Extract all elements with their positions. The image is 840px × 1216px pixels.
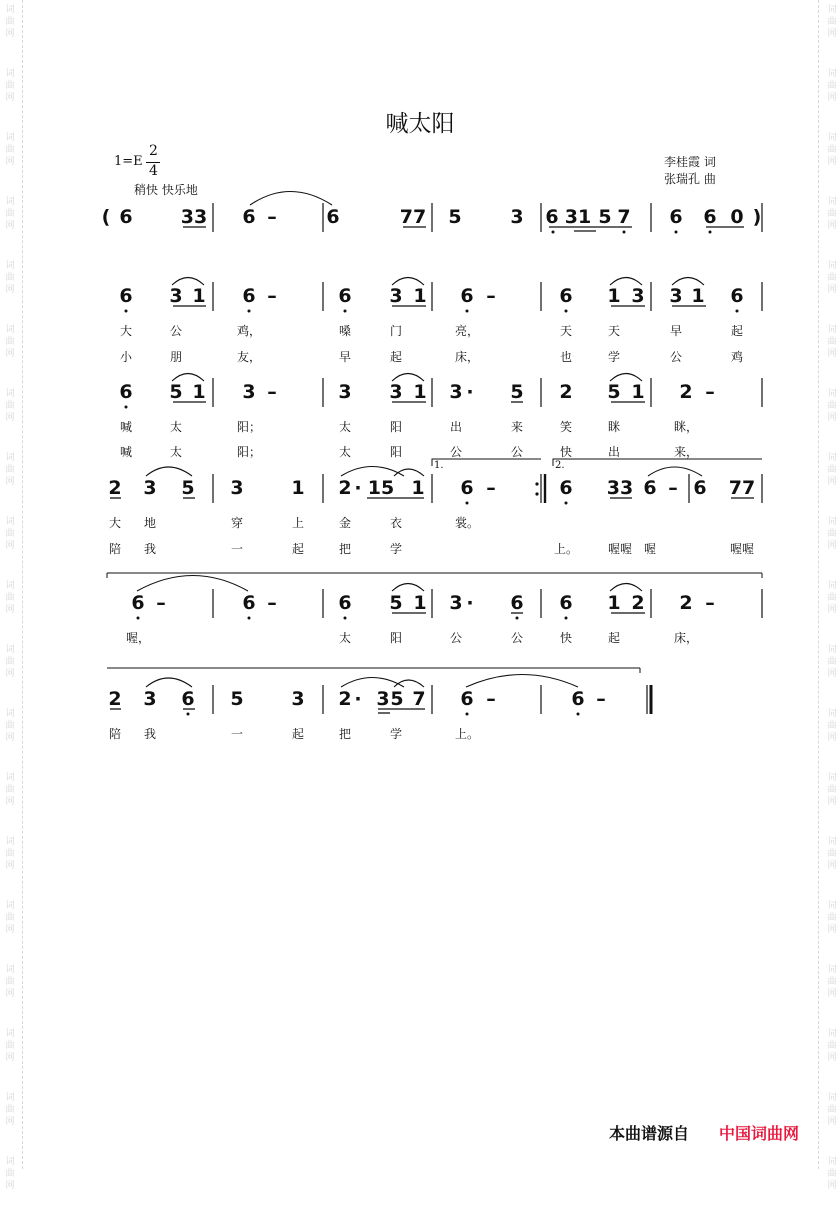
watermark-char: 网 xyxy=(827,989,837,999)
note-0-0: ( xyxy=(101,206,111,228)
watermark-char: 曲 xyxy=(5,401,15,411)
watermark-char: 曲 xyxy=(5,721,15,731)
watermark-char: 词 xyxy=(827,645,837,655)
note-1-15: 6 xyxy=(730,285,744,307)
lyric-6-6: 起 xyxy=(607,631,621,645)
watermark-char: 词 xyxy=(827,453,837,463)
footer-source-label: 本曲谱源自 xyxy=(609,1124,690,1143)
watermark-char: 网 xyxy=(5,285,15,295)
watermark-char: 网 xyxy=(5,93,15,103)
watermark-char: 网 xyxy=(5,413,15,423)
lyric-4-0: 大 xyxy=(108,516,122,530)
watermark-char: 词 xyxy=(5,5,15,15)
lyric-3-9: 来， xyxy=(673,445,699,459)
watermark-char: 词 xyxy=(5,965,15,975)
watermark-char: 词 xyxy=(827,1029,837,1039)
watermark-char: 网 xyxy=(827,413,837,423)
tempo-marking: 稍快 快乐地 xyxy=(134,183,198,197)
watermark-char: 词 xyxy=(5,389,15,399)
note-1-2: 1 xyxy=(192,285,206,307)
lyric-1-2: 友， xyxy=(236,350,262,364)
watermark-char: 词 xyxy=(827,1157,837,1167)
watermark-char: 曲 xyxy=(827,337,837,347)
note-0-11: 5 xyxy=(598,206,612,228)
lyric-6-1: 太 xyxy=(338,631,352,645)
watermark-char: 网 xyxy=(827,797,837,807)
lyric-3-3: 太 xyxy=(338,445,352,459)
watermark-char: 网 xyxy=(827,477,837,487)
note-1-9: – xyxy=(486,285,496,307)
lyric-0-3: 嗓 xyxy=(338,324,352,338)
watermark-char: 网 xyxy=(827,861,837,871)
watermark-char: 曲 xyxy=(5,273,15,283)
watermark-char: 曲 xyxy=(827,913,837,923)
watermark-char: 网 xyxy=(5,733,15,743)
lyric-5-1: 我 xyxy=(143,542,157,556)
watermark-char: 曲 xyxy=(827,17,837,27)
note-2-6: 3 xyxy=(389,381,403,403)
lyric-6-4: 公 xyxy=(510,631,524,645)
note-4-10: 6 xyxy=(559,592,573,614)
lyric-0-5: 亮， xyxy=(454,324,480,338)
lyric-5-7: 喔喔 xyxy=(607,542,633,556)
watermark-char: 曲 xyxy=(827,81,837,91)
note-0-5: 6 xyxy=(326,206,340,228)
note-5-3: 5 xyxy=(230,688,244,710)
watermark-char: 网 xyxy=(827,1181,837,1191)
lyric-3-8: 出 xyxy=(607,445,621,459)
watermark-char: 曲 xyxy=(827,1105,837,1115)
watermark-char: 曲 xyxy=(827,465,837,475)
watermark-char: 网 xyxy=(5,157,15,167)
watermark-char: 词 xyxy=(5,261,15,271)
lyric-1-5: 床， xyxy=(454,350,480,364)
note-4-1: – xyxy=(156,592,166,614)
note-5-1: 3 xyxy=(143,688,157,710)
note-3-12: 33 xyxy=(606,477,634,499)
watermark-char: 曲 xyxy=(827,273,837,283)
watermark-char: 词 xyxy=(5,133,15,143)
watermark-char: 曲 xyxy=(5,209,15,219)
watermark-char: 词 xyxy=(5,837,15,847)
note-2-5: 3 xyxy=(338,381,352,403)
note-4-8: · xyxy=(466,592,474,614)
watermark-char: 网 xyxy=(827,733,837,743)
watermark-char: 词 xyxy=(827,965,837,975)
lyric-5-2: 一 xyxy=(230,542,244,556)
watermark-char: 词 xyxy=(5,197,15,207)
watermark-char: 词 xyxy=(5,645,15,655)
note-0-6: 77 xyxy=(399,206,427,228)
lyric-1-7: 学 xyxy=(607,350,621,364)
lyric-1-6: 也 xyxy=(559,350,573,364)
note-1-12: 3 xyxy=(631,285,645,307)
note-3-1: 3 xyxy=(143,477,157,499)
watermark-char: 网 xyxy=(827,221,837,231)
lyric-0-8: 早 xyxy=(669,324,683,338)
watermark-char: 曲 xyxy=(5,849,15,859)
watermark-char: 曲 xyxy=(827,721,837,731)
watermark-char: 词 xyxy=(5,453,15,463)
note-0-10: 31 xyxy=(564,206,592,228)
watermark-char: 词 xyxy=(827,837,837,847)
lyric-7-1: 我 xyxy=(143,727,157,741)
lyric-1-1: 朋 xyxy=(169,350,183,364)
note-0-1: 6 xyxy=(119,206,133,228)
lyric-6-0: 喔， xyxy=(125,631,151,645)
note-2-12: 5 xyxy=(607,381,621,403)
lyricist-credit: 李桂霞 词 xyxy=(664,155,716,169)
lyric-7-5: 学 xyxy=(389,727,403,741)
watermark-char: 网 xyxy=(827,29,837,39)
note-4-0: 6 xyxy=(131,592,145,614)
note-3-2: 5 xyxy=(181,477,195,499)
note-1-1: 3 xyxy=(169,285,183,307)
watermark-char: 词 xyxy=(5,709,15,719)
lyric-7-3: 起 xyxy=(291,727,305,741)
lyric-4-3: 上 xyxy=(291,516,305,530)
watermark-char: 曲 xyxy=(5,145,15,155)
note-3-8: 1 xyxy=(411,477,425,499)
watermark-char: 曲 xyxy=(827,849,837,859)
lyric-3-1: 太 xyxy=(169,445,183,459)
lyric-4-6: 裳。 xyxy=(454,516,480,530)
watermark-char: 曲 xyxy=(827,593,837,603)
note-5-7: 3 xyxy=(376,688,390,710)
watermark-char: 网 xyxy=(827,541,837,551)
watermark-char: 曲 xyxy=(827,977,837,987)
lyric-2-5: 出 xyxy=(449,420,463,434)
watermark-char: 曲 xyxy=(5,657,15,667)
note-1-7: 1 xyxy=(413,285,427,307)
note-4-6: 1 xyxy=(413,592,427,614)
watermark-char: 网 xyxy=(5,1181,15,1191)
note-3-9: 6 xyxy=(460,477,474,499)
watermark-char: 网 xyxy=(5,797,15,807)
note-2-7: 1 xyxy=(413,381,427,403)
lyric-2-8: 眯 xyxy=(607,420,621,434)
lyric-5-9: 喔喔 xyxy=(729,542,755,556)
watermark-char: 网 xyxy=(5,349,15,359)
watermark-char: 网 xyxy=(5,605,15,615)
watermark-char: 词 xyxy=(827,709,837,719)
watermark-char: 曲 xyxy=(5,913,15,923)
watermark-char: 词 xyxy=(827,197,837,207)
composer-credit: 张瑞孔 曲 xyxy=(664,172,716,186)
note-0-12: 7 xyxy=(617,206,631,228)
song-title: 喊太阳 xyxy=(385,111,455,137)
watermark-char: 词 xyxy=(827,1093,837,1103)
lyric-1-0: 小 xyxy=(119,350,133,364)
watermark-char: 曲 xyxy=(5,1169,15,1179)
watermark-char: 曲 xyxy=(827,1041,837,1051)
note-5-4: 3 xyxy=(291,688,305,710)
note-4-7: 3 xyxy=(449,592,463,614)
watermark-char: 词 xyxy=(827,517,837,527)
note-1-3: 6 xyxy=(242,285,256,307)
note-5-2: 6 xyxy=(181,688,195,710)
lyric-1-3: 早 xyxy=(338,350,352,364)
note-0-16: ) xyxy=(752,206,762,228)
lyric-4-5: 衣 xyxy=(389,516,403,530)
lyric-1-8: 公 xyxy=(669,350,683,364)
lyric-5-3: 起 xyxy=(291,542,305,556)
lyric-5-6: 上。 xyxy=(553,542,579,556)
lyric-1-9: 鸡 xyxy=(730,350,744,364)
note-3-10: – xyxy=(486,477,496,499)
lyric-0-7: 天 xyxy=(607,324,621,338)
lyric-4-2: 穿 xyxy=(230,516,244,530)
watermark-char: 词 xyxy=(827,261,837,271)
watermark-char: 词 xyxy=(5,1157,15,1167)
watermark-char: 网 xyxy=(5,221,15,231)
note-4-9: 6 xyxy=(510,592,524,614)
lyric-2-0: 喊 xyxy=(119,420,133,434)
watermark-char: 曲 xyxy=(5,81,15,91)
watermark-char: 曲 xyxy=(5,1041,15,1051)
watermark-char: 词 xyxy=(827,389,837,399)
lyric-3-0: 喊 xyxy=(119,445,133,459)
footer-site-name[interactable]: 中国词曲网 xyxy=(719,1124,800,1143)
lyric-6-3: 公 xyxy=(449,631,463,645)
lyric-5-5: 学 xyxy=(389,542,403,556)
watermark-char: 网 xyxy=(827,669,837,679)
note-5-6: · xyxy=(354,688,362,710)
note-1-5: 6 xyxy=(338,285,352,307)
watermark-char: 词 xyxy=(5,325,15,335)
watermark-char: 曲 xyxy=(827,209,837,219)
note-0-13: 6 xyxy=(669,206,683,228)
note-1-13: 3 xyxy=(669,285,683,307)
watermark-char: 网 xyxy=(5,1117,15,1127)
note-3-4: 1 xyxy=(291,477,305,499)
lyric-2-2: 阳； xyxy=(236,420,262,434)
note-0-3: 6 xyxy=(242,206,256,228)
watermark-char: 词 xyxy=(5,69,15,79)
watermark-char: 曲 xyxy=(827,529,837,539)
watermark-char: 网 xyxy=(5,29,15,39)
watermark-char: 网 xyxy=(827,1053,837,1063)
lyric-1-4: 起 xyxy=(389,350,403,364)
note-3-11: 6 xyxy=(559,477,573,499)
note-3-16: 77 xyxy=(728,477,756,499)
lyric-4-4: 金 xyxy=(338,516,352,530)
lyric-5-4: 把 xyxy=(338,542,352,556)
note-0-2: 33 xyxy=(180,206,208,228)
note-0-4: – xyxy=(267,206,277,228)
note-5-0: 2 xyxy=(108,688,122,710)
lyric-6-2: 阳 xyxy=(389,631,403,645)
note-3-15: 6 xyxy=(693,477,707,499)
lyric-3-4: 阳 xyxy=(389,445,403,459)
watermark-char: 词 xyxy=(5,1093,15,1103)
note-4-4: 6 xyxy=(338,592,352,614)
time-signature-bottom: 4 xyxy=(149,163,158,179)
note-5-5: 2 xyxy=(338,688,352,710)
note-4-3: – xyxy=(267,592,277,614)
watermark-char: 曲 xyxy=(827,785,837,795)
lyric-6-5: 快 xyxy=(559,631,573,645)
lyric-3-7: 快 xyxy=(559,445,573,459)
note-1-10: 6 xyxy=(559,285,573,307)
lyric-7-2: 一 xyxy=(230,727,244,741)
lyric-7-6: 上。 xyxy=(454,727,480,741)
watermark-char: 曲 xyxy=(5,593,15,603)
watermark-char: 网 xyxy=(827,1117,837,1127)
watermark-char: 曲 xyxy=(827,1169,837,1179)
note-5-13: – xyxy=(596,688,606,710)
note-2-15: – xyxy=(705,381,715,403)
volta-second-label: 2. xyxy=(555,460,565,471)
note-4-2: 6 xyxy=(242,592,256,614)
note-2-1: 5 xyxy=(169,381,183,403)
watermark-char: 曲 xyxy=(827,657,837,667)
note-4-11: 1 xyxy=(607,592,621,614)
note-3-0: 2 xyxy=(108,477,122,499)
note-2-0: 6 xyxy=(119,381,133,403)
note-3-5: 2 xyxy=(338,477,352,499)
watermark-char: 网 xyxy=(5,541,15,551)
lyric-0-0: 大 xyxy=(119,324,133,338)
watermark-char: 曲 xyxy=(5,529,15,539)
note-1-4: – xyxy=(267,285,277,307)
lyric-2-7: 笑 xyxy=(559,420,573,434)
note-3-3: 3 xyxy=(230,477,244,499)
watermark-char: 网 xyxy=(5,477,15,487)
watermark-char: 词 xyxy=(5,773,15,783)
watermark-char: 词 xyxy=(5,517,15,527)
lyric-2-9: 眯， xyxy=(673,420,699,434)
note-2-3: 3 xyxy=(242,381,256,403)
watermark-char: 曲 xyxy=(5,785,15,795)
watermark-char: 网 xyxy=(827,285,837,295)
watermark-char: 网 xyxy=(5,1053,15,1063)
note-2-14: 2 xyxy=(679,381,693,403)
note-5-12: 6 xyxy=(571,688,585,710)
note-2-11: 2 xyxy=(559,381,573,403)
watermark-char: 词 xyxy=(827,581,837,591)
note-2-2: 1 xyxy=(192,381,206,403)
watermark-char: 网 xyxy=(5,925,15,935)
note-0-15: 0 xyxy=(730,206,744,228)
note-3-7: 15 xyxy=(367,477,395,499)
watermark-char: 网 xyxy=(827,925,837,935)
note-0-14: 6 xyxy=(703,206,717,228)
watermark-char: 曲 xyxy=(5,977,15,987)
lyric-0-6: 天 xyxy=(559,324,573,338)
watermark-char: 网 xyxy=(5,669,15,679)
lyric-3-5: 公 xyxy=(449,445,463,459)
lyric-2-6: 来 xyxy=(510,420,524,434)
watermark-char: 词 xyxy=(827,773,837,783)
watermark-char: 曲 xyxy=(5,465,15,475)
lyric-4-1: 地 xyxy=(143,516,157,530)
watermark-char: 词 xyxy=(827,133,837,143)
note-2-8: 3 xyxy=(449,381,463,403)
lyric-3-2: 阳； xyxy=(236,445,262,459)
lyric-0-4: 门 xyxy=(389,324,403,338)
lyric-0-2: 鸡， xyxy=(236,324,262,338)
note-2-13: 1 xyxy=(631,381,645,403)
watermark-char: 词 xyxy=(827,5,837,15)
note-1-14: 1 xyxy=(691,285,705,307)
lyric-2-3: 太 xyxy=(338,420,352,434)
watermark-char: 词 xyxy=(5,1029,15,1039)
note-4-5: 5 xyxy=(389,592,403,614)
watermark-char: 网 xyxy=(5,861,15,871)
lyric-5-0: 陪 xyxy=(108,542,122,556)
note-3-6: · xyxy=(354,477,362,499)
key-signature: 1=E xyxy=(114,154,143,169)
lyric-7-0: 陪 xyxy=(108,727,122,741)
lyric-7-4: 把 xyxy=(338,727,352,741)
lyric-3-6: 公 xyxy=(510,445,524,459)
note-3-14: – xyxy=(668,477,678,499)
watermark-char: 词 xyxy=(5,581,15,591)
note-4-13: 2 xyxy=(679,592,693,614)
watermark-char: 网 xyxy=(827,349,837,359)
note-0-8: 3 xyxy=(510,206,524,228)
watermark-char: 词 xyxy=(827,901,837,911)
note-5-9: 7 xyxy=(412,688,426,710)
lyric-2-4: 阳 xyxy=(389,420,403,434)
note-3-13: 6 xyxy=(643,477,657,499)
lyric-2-1: 太 xyxy=(169,420,183,434)
watermark-char: 曲 xyxy=(827,145,837,155)
volta-first-label: 1. xyxy=(434,460,444,471)
watermark-char: 网 xyxy=(5,989,15,999)
time-signature-top: 2 xyxy=(149,143,158,159)
note-1-8: 6 xyxy=(460,285,474,307)
watermark-char: 曲 xyxy=(5,1105,15,1115)
watermark-char: 词 xyxy=(827,69,837,79)
note-1-0: 6 xyxy=(119,285,133,307)
lyric-5-8: 喔 xyxy=(643,542,657,556)
note-0-7: 5 xyxy=(448,206,462,228)
watermark-char: 曲 xyxy=(827,401,837,411)
lyric-0-9: 起 xyxy=(730,324,744,338)
lyric-6-7: 床， xyxy=(673,631,699,645)
note-5-8: 5 xyxy=(390,688,404,710)
note-5-10: 6 xyxy=(460,688,474,710)
note-4-12: 2 xyxy=(631,592,645,614)
watermark-char: 网 xyxy=(827,93,837,103)
watermark-char: 曲 xyxy=(5,337,15,347)
note-1-11: 1 xyxy=(607,285,621,307)
watermark-char: 网 xyxy=(827,605,837,615)
lyric-0-1: 公 xyxy=(169,324,183,338)
note-2-4: – xyxy=(267,381,277,403)
note-2-10: 5 xyxy=(510,381,524,403)
watermark-char: 网 xyxy=(827,157,837,167)
watermark-char: 曲 xyxy=(5,17,15,27)
note-5-11: – xyxy=(486,688,496,710)
note-2-9: · xyxy=(466,381,474,403)
watermark-char: 词 xyxy=(5,901,15,911)
note-4-14: – xyxy=(705,592,715,614)
note-1-6: 3 xyxy=(389,285,403,307)
note-0-9: 6 xyxy=(545,206,559,228)
watermark-char: 词 xyxy=(827,325,837,335)
